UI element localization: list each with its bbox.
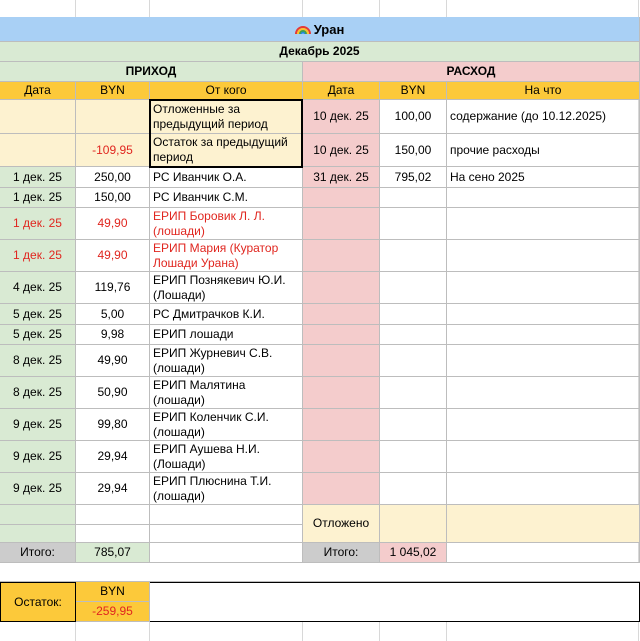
expense-empty-amount[interactable]	[380, 377, 447, 409]
income-row-5-amount[interactable]: 119,76	[76, 272, 150, 304]
expense-empty-amount[interactable]	[380, 208, 447, 240]
balance-empty-area	[150, 582, 640, 622]
expense-empty-what[interactable]	[447, 345, 640, 377]
expense-empty-what[interactable]	[447, 208, 640, 240]
income-row-6-from[interactable]: РС Дмитрачков К.И.	[150, 304, 303, 325]
income-row-1-from[interactable]: РС Иванчик О.А.	[150, 167, 303, 188]
rainbow-icon	[295, 22, 311, 37]
deferred-expense-label[interactable]: Отложено	[303, 505, 380, 543]
expense-empty-what[interactable]	[447, 304, 640, 325]
expense-col-date: Дата	[303, 82, 380, 100]
expense-empty-what[interactable]	[447, 188, 640, 208]
income-empty-1-amount[interactable]	[76, 505, 150, 525]
income-row-2-from[interactable]: РС Иванчик С.М.	[150, 188, 303, 208]
expense-row-2-what[interactable]: прочие расходы	[447, 134, 640, 167]
income-row-7-amount[interactable]: 9,98	[76, 325, 150, 345]
expense-empty-date[interactable]	[303, 473, 380, 505]
sheet-title	[0, 17, 640, 42]
expense-empty-amount[interactable]	[380, 272, 447, 304]
income-row-7-from[interactable]: ЕРИП лошади	[150, 325, 303, 345]
income-row-9-amount[interactable]: 50,90	[76, 377, 150, 409]
income-row-5-from[interactable]: ЕРИП Познякевич Ю.И. (Лошади)	[150, 272, 303, 304]
expense-section-header: РАСХОД	[303, 62, 640, 82]
expense-row-3-date[interactable]: 31 дек. 25	[303, 167, 380, 188]
blank-row	[0, 563, 640, 582]
expense-empty-what[interactable]	[447, 409, 640, 441]
income-row-9-date[interactable]: 8 дек. 25	[0, 377, 76, 409]
income-row-12-amount[interactable]: 29,94	[76, 473, 150, 505]
expense-empty-date[interactable]	[303, 441, 380, 473]
income-row-11-amount[interactable]: 29,94	[76, 441, 150, 473]
expense-empty-what[interactable]	[447, 473, 640, 505]
expense-row-1-amount[interactable]: 100,00	[380, 100, 447, 134]
expense-row-2-date[interactable]: 10 дек. 25	[303, 134, 380, 167]
expense-row-2-amount[interactable]: 150,00	[380, 134, 447, 167]
balance-currency: BYN	[76, 582, 150, 602]
income-row-6-date[interactable]: 5 дек. 25	[0, 304, 76, 325]
income-row-11-date[interactable]: 9 дек. 25	[0, 441, 76, 473]
income-row-11-from[interactable]: ЕРИП Аушева Н.И. (Лошади)	[150, 441, 303, 473]
income-row-10-from[interactable]: ЕРИП Коленчик С.И. (лошади)	[150, 409, 303, 441]
expense-row-1-date[interactable]: 10 дек. 25	[303, 100, 380, 134]
income-row-2-amount[interactable]: 150,00	[76, 188, 150, 208]
income-row-12-from[interactable]: ЕРИП Плюснина Т.И. (лошади)	[150, 473, 303, 505]
expense-col-what: На что	[447, 82, 640, 100]
income-empty-2-amount[interactable]	[76, 525, 150, 543]
deferred-amount[interactable]	[76, 100, 150, 134]
income-row-1-amount[interactable]: 250,00	[76, 167, 150, 188]
expense-empty-date[interactable]	[303, 345, 380, 377]
deferred-expense-what[interactable]	[447, 505, 640, 543]
income-empty-1-from[interactable]	[150, 505, 303, 525]
expense-total-label: Итого:	[303, 543, 380, 563]
expense-empty-date[interactable]	[303, 188, 380, 208]
income-row-4-date[interactable]: 1 дек. 25	[0, 240, 76, 272]
deferred-expense-amount[interactable]	[380, 505, 447, 543]
expense-empty-amount[interactable]	[380, 325, 447, 345]
expense-empty-date[interactable]	[303, 304, 380, 325]
title-text: Уран	[313, 21, 345, 37]
expense-empty-date[interactable]	[303, 272, 380, 304]
income-row-2-date[interactable]: 1 дек. 25	[0, 188, 76, 208]
balance-label: Остаток:	[0, 582, 76, 622]
income-row-8-date[interactable]: 8 дек. 25	[0, 345, 76, 377]
expense-empty-amount[interactable]	[380, 409, 447, 441]
expense-row-3-amount[interactable]: 795,02	[380, 167, 447, 188]
month-header: Декабрь 2025	[0, 42, 640, 62]
income-section-header: ПРИХОД	[0, 62, 303, 82]
expense-empty-amount[interactable]	[380, 240, 447, 272]
expense-empty-what[interactable]	[447, 240, 640, 272]
expense-row-3-what[interactable]: На сено 2025	[447, 167, 640, 188]
income-col-date: Дата	[0, 82, 76, 100]
expense-row-1-what[interactable]: содержание (до 10.12.2025)	[447, 100, 640, 134]
income-row-3-from[interactable]: ЕРИП Боровик Л. Л. (лошади)	[150, 208, 303, 240]
income-col-amount: BYN	[76, 82, 150, 100]
expense-empty-what[interactable]	[447, 325, 640, 345]
income-total-label: Итого:	[0, 543, 76, 563]
income-row-12-date[interactable]: 9 дек. 25	[0, 473, 76, 505]
balance-value[interactable]: -259,95	[76, 602, 150, 622]
income-row-5-date[interactable]: 4 дек. 25	[0, 272, 76, 304]
deferred-label[interactable]: Отложенные за предыдущий период	[150, 100, 303, 134]
expense-empty-date[interactable]	[303, 325, 380, 345]
expense-empty-amount[interactable]	[380, 304, 447, 325]
expense-total-spacer	[447, 543, 640, 563]
expense-empty-date[interactable]	[303, 208, 380, 240]
income-row-9-from[interactable]: ЕРИП Малятина (лошади)	[150, 377, 303, 409]
expense-empty-amount[interactable]	[380, 441, 447, 473]
income-row-10-date[interactable]: 9 дек. 25	[0, 409, 76, 441]
expense-empty-what[interactable]	[447, 272, 640, 304]
income-empty-1-date[interactable]	[0, 505, 76, 525]
expense-total-value[interactable]: 1 045,02	[380, 543, 447, 563]
income-row-1-date[interactable]: 1 дек. 25	[0, 167, 76, 188]
income-row-8-from[interactable]: ЕРИП Журневич С.В. (лошади)	[150, 345, 303, 377]
expense-empty-amount[interactable]	[380, 188, 447, 208]
expense-col-amount: BYN	[380, 82, 447, 100]
income-row-10-amount[interactable]: 99,80	[76, 409, 150, 441]
income-row-4-amount[interactable]: 49,90	[76, 240, 150, 272]
income-row-7-date[interactable]: 5 дек. 25	[0, 325, 76, 345]
carryover-label[interactable]: Остаток за предыдущий период	[150, 134, 303, 167]
expense-empty-date[interactable]	[303, 409, 380, 441]
income-total-spacer	[150, 543, 303, 563]
income-row-8-amount[interactable]: 49,90	[76, 345, 150, 377]
deferred-date[interactable]	[0, 100, 76, 134]
expense-empty-date[interactable]	[303, 377, 380, 409]
income-row-6-amount[interactable]: 5,00	[76, 304, 150, 325]
income-empty-2-from[interactable]	[150, 525, 303, 543]
income-row-3-date[interactable]: 1 дек. 25	[0, 208, 76, 240]
expense-empty-what[interactable]	[447, 441, 640, 473]
expense-empty-amount[interactable]	[380, 345, 447, 377]
carryover-amount[interactable]: -109,95	[76, 134, 150, 167]
income-row-3-amount[interactable]: 49,90	[76, 208, 150, 240]
carryover-date[interactable]	[0, 134, 76, 167]
income-col-from: От кого	[150, 82, 303, 100]
expense-empty-what[interactable]	[447, 377, 640, 409]
expense-empty-amount[interactable]	[380, 473, 447, 505]
income-row-4-from[interactable]: ЕРИП Мария (Куратор Лошади Урана)	[150, 240, 303, 272]
income-empty-2-date[interactable]	[0, 525, 76, 543]
expense-empty-date[interactable]	[303, 240, 380, 272]
income-total-value[interactable]: 785,07	[76, 543, 150, 563]
